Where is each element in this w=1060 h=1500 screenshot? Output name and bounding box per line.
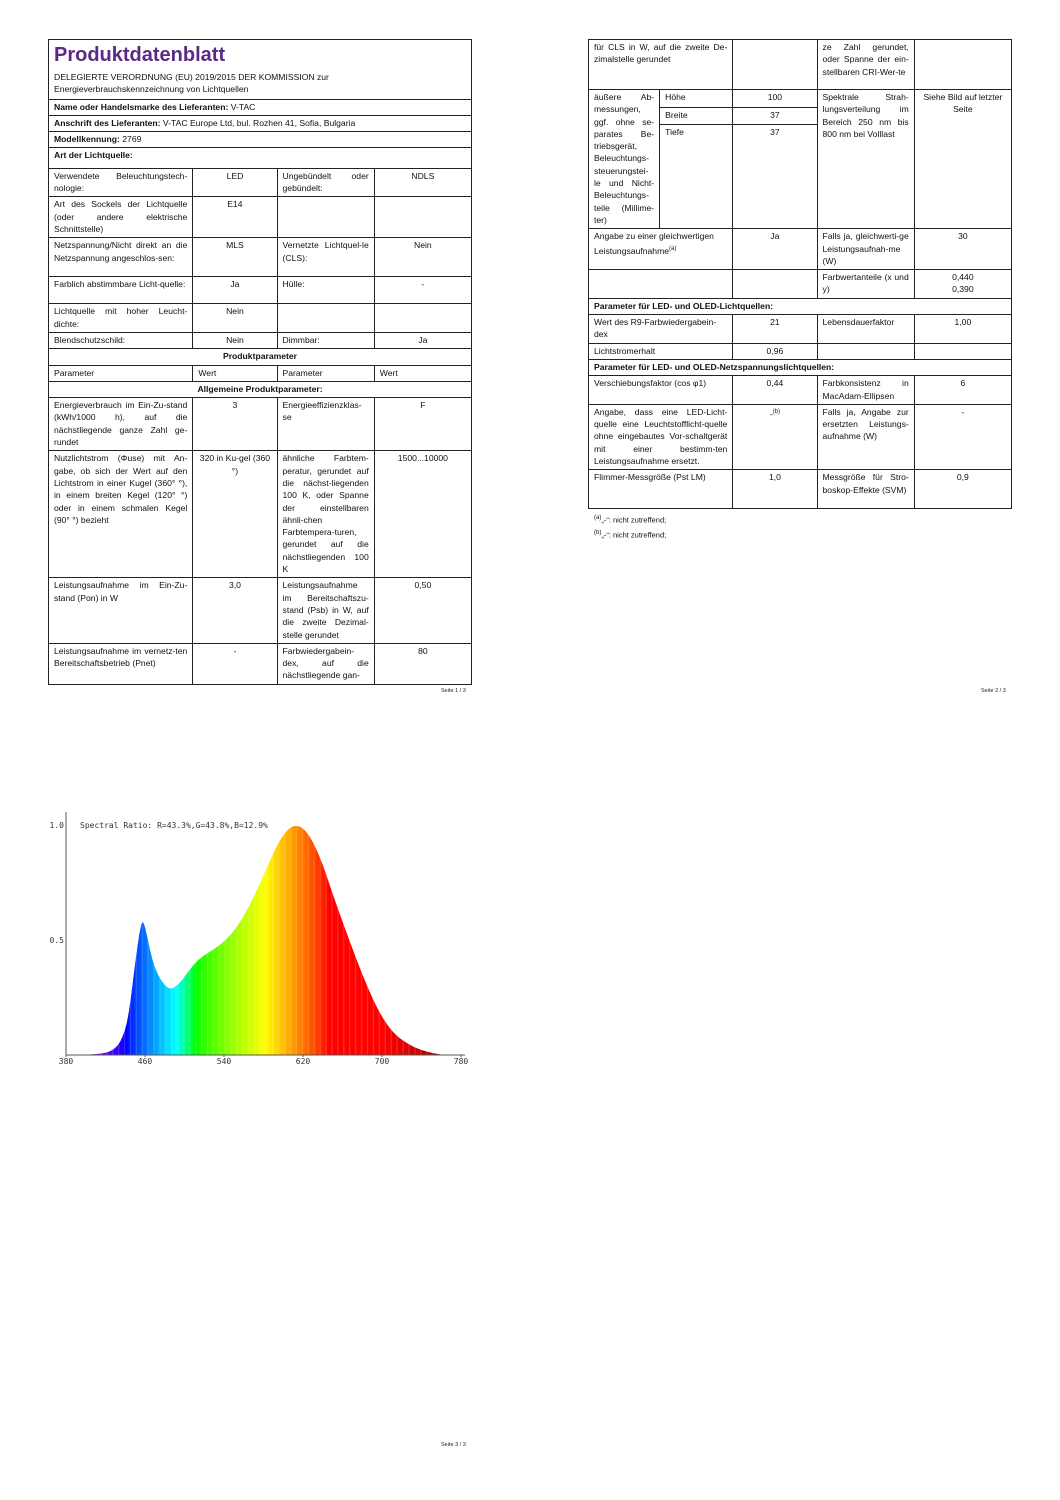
spectrum-band (435, 820, 438, 1055)
row-value-2: NDLS (374, 168, 471, 197)
spectrum-band (416, 820, 419, 1055)
row-label: Lichtquelle mit hoher Leucht-dichte: (49, 304, 193, 333)
row-value: 0,44 (733, 376, 817, 405)
spectrum-band (392, 820, 395, 1055)
row-label-2: Spektrale Strah-lungsverteilung im Bereich 250 nm bis 800 nm bei Volllast (817, 90, 914, 229)
row-value: 1,0 (733, 470, 817, 509)
param-label-2: Leistungsaufnahme im Bereitschaftszu-stand (Psb) in W, auf die zweite Dezimal-stelle gerundet (277, 578, 374, 643)
chromaticity-y: 0,390 (952, 284, 974, 295)
row-label-2 (277, 304, 374, 333)
spectrum-band (412, 820, 415, 1055)
row-value: LED (193, 168, 277, 197)
spectrum-band (109, 820, 112, 1055)
row-label: Verschiebungsfaktor (cos φ1) (589, 376, 733, 405)
row-label: Verwendete Beleuchtungstech-nologie: (49, 168, 193, 197)
spectrum-band (431, 820, 434, 1055)
row-label (589, 270, 733, 299)
row-value-2 (914, 343, 1011, 359)
chart-title: Spectral Ratio: R=43.3%,G=43.8%,B=12.9% (80, 821, 268, 830)
page-2 (588, 39, 1012, 541)
spectrum-band (394, 820, 397, 1055)
spectrum-band (102, 820, 105, 1055)
led-params-heading: Parameter für LED- und OLED-Lichtquellen: (589, 298, 1012, 314)
y-tick-label: 0.5 (49, 936, 64, 945)
row-value-2: - (914, 404, 1011, 469)
spectrum-band (78, 820, 81, 1055)
param-value-2: 1500...10000 (374, 451, 471, 578)
row-value-2: Ja (374, 332, 471, 348)
spectrum-band (429, 820, 432, 1055)
row-label-2: Farbkonsistenz in MacAdam-Ellipsen (817, 376, 914, 405)
spectrum-band (72, 820, 75, 1055)
spectrum-band (106, 820, 109, 1055)
param-label: Leistungsaufnahme im Ein-Zu-stand (Pon) in W (49, 578, 193, 643)
col-header-param-2: Parameter (277, 365, 374, 381)
param-value: 3 (193, 398, 277, 451)
row-label: Flimmer-Messgröße (Pst LM) (589, 470, 733, 509)
spectrum-band (119, 820, 122, 1055)
page-number-2: Seite 2 / 3 (981, 688, 1006, 694)
row-label-2: ze Zahl gerundet, oder Spanne der ein-stellbaren CRI-Wer-te (817, 40, 914, 90)
row-value: Ja (193, 277, 277, 304)
param-value: 3,0 (193, 578, 277, 643)
row-label-2: Falls ja, Angabe zur ersetzten Leistungs-aufnahme (W) (817, 404, 914, 469)
dimension-name: Breite (660, 107, 733, 125)
param-label: Energieverbrauch im Ein-Zu-stand (kWh/1000 h), auf die nächstliegende ganze Zahl ge-rundet (49, 398, 193, 451)
param-value-2: 80 (374, 643, 471, 684)
row-value: MLS (193, 238, 277, 277)
spectrum-band (88, 820, 91, 1055)
spectrum-band (76, 820, 79, 1055)
col-header-value: Wert (193, 365, 277, 381)
param-label: Nutzlichtstrom (Φuse) mit An-gabe, ob sich der Wert auf den Lichtstrom in einer Kugel (360° °), in einem breiten Kegel (120° °) oder in einem schmalen Kegel (90° °) bezieht (49, 451, 193, 578)
product-params-heading: Produktparameter (49, 349, 472, 365)
x-tick-label: 620 (295, 1057, 311, 1066)
spectrum-band (111, 820, 114, 1055)
model-label: Modellkennung: (54, 134, 120, 145)
row-label: Farblich abstimmbare Licht-quelle: (49, 277, 193, 304)
row-label-2: Farbwertanteile (x und y) (817, 270, 914, 299)
spectrum-band (455, 820, 458, 1055)
spectrum-band (104, 820, 107, 1055)
chromaticity-x: 0,440 (952, 272, 974, 283)
regulation-text: DELEGIERTE VERORDNUNG (EU) 2019/2015 DER KOMMISSION zur Energieverbrauchskennzeichnung von Lichtquellen (54, 72, 329, 95)
x-tick-label: 780 (453, 1057, 469, 1066)
param-value-2: 0,50 (374, 578, 471, 643)
param-label-2: Energieeffizienzklas-se (277, 398, 374, 451)
param-value-2: F (374, 398, 471, 451)
spectrum-band (418, 820, 421, 1055)
dimension-value: 100 (733, 90, 817, 108)
row-value-2 (914, 40, 1011, 90)
row-value: Nein (193, 332, 277, 348)
param-label-2: ähnliche Farbtem-peratur, gerundet auf die nächst-liegenden 100 K, oder Spanne der einstellbaren ähnli-chen Farbtempera-turen, gerundet auf die nächstliegenden 100 K (277, 451, 374, 578)
dimension-value: 37 (733, 125, 817, 229)
row-label: Blendschutzschild: (49, 332, 193, 348)
spectrum-band (423, 820, 426, 1055)
param-label: Leistungsaufnahme im vernetz-ten Bereitschaftsbetrieb (Pnet) (49, 643, 193, 684)
col-header-param: Parameter (49, 365, 193, 381)
spectrum-band (400, 820, 403, 1055)
row-label: Angabe, dass eine LED-Licht-quelle eine Leuchtstofflicht-quelle ohne eingebautes Vor-schaltgerät mit einer bestimm-ten Leistungsaufnahme ersetzt. (589, 404, 733, 469)
spectrum-band (457, 820, 460, 1055)
spectrum-band (123, 820, 126, 1055)
spectrum-band (90, 820, 93, 1055)
row-label: Angabe zu einer gleichwertigen Leistungsaufnahme (594, 231, 714, 256)
row-label-2: Hülle: (277, 277, 374, 304)
row-value: 21 (733, 315, 817, 344)
spectrum-band (100, 820, 103, 1055)
row-label-2: Dimmbar: (277, 332, 374, 348)
row-value-2: Siehe Bild auf letzter Seite (914, 90, 1011, 229)
spectrum-band (443, 820, 446, 1055)
row-value-2: Nein (374, 238, 471, 277)
dimension-value: 37 (733, 107, 817, 125)
spectrum-band (427, 820, 430, 1055)
type-heading: Art der Lichtquelle: (49, 148, 472, 168)
spectrum-band (74, 820, 77, 1055)
x-tick-label: 380 (58, 1057, 74, 1066)
spectrum-band (384, 820, 387, 1055)
row-value-2 (374, 304, 471, 333)
spectrum-band (98, 820, 101, 1055)
spectrum-band (445, 820, 448, 1055)
spectrum-band (451, 820, 454, 1055)
spectrum-band (406, 820, 409, 1055)
param-label-2: Farbwiedergabein-dex, auf die nächstliegende gan- (277, 643, 374, 684)
spectrum-band (439, 820, 442, 1055)
col-header-value-2: Wert (374, 365, 471, 381)
datasheet-table-2 (588, 39, 1012, 509)
datasheet-table-1 (48, 39, 472, 685)
row-label-2 (817, 343, 914, 359)
spectrum-band (453, 820, 456, 1055)
spectrum-band (449, 820, 452, 1055)
row-value-2: 30 (914, 229, 1011, 270)
spectrum-band (422, 820, 425, 1055)
spectrum-band (70, 820, 73, 1055)
spectrum-area (66, 820, 462, 1055)
row-value: - (769, 408, 773, 419)
spectrum-band (425, 820, 428, 1055)
y-tick-label: 1.0 (49, 821, 64, 830)
spectrum-band (398, 820, 401, 1055)
row-value-2: 0,9 (914, 470, 1011, 509)
row-label: Netzspannung/Nicht direkt an die Netzspannung angeschlos-sen: (49, 238, 193, 277)
page-number-3: Seite 3 / 3 (441, 1442, 466, 1448)
row-value: E14 (193, 197, 277, 238)
spectrum-band (414, 820, 417, 1055)
supplier-label: Name oder Handelsmarke des Lieferanten: (54, 101, 229, 112)
spectrum-band (68, 820, 71, 1055)
spectrum-band (80, 820, 83, 1055)
row-label-2: Vernetzte Lichtquel-le (CLS): (277, 238, 374, 277)
row-value-2: 1,00 (914, 315, 1011, 344)
row-value: Nein (193, 304, 277, 333)
spectrum-band (82, 820, 85, 1055)
spectrum-band (390, 820, 393, 1055)
spectrum-band (433, 820, 436, 1055)
row-label: Art des Sockels der Lichtquelle (oder andere elektrische Schnittstelle) (49, 197, 193, 238)
x-tick-label: 700 (374, 1057, 390, 1066)
spectrum-band (107, 820, 110, 1055)
spectrum-band (410, 820, 413, 1055)
row-label-2: Ungebündelt oder gebündelt: (277, 168, 374, 197)
spectrum-band (96, 820, 99, 1055)
row-value-2: - (374, 277, 471, 304)
row-label-2: Falls ja, gleichwerti-ge Leistungsaufnah-me (W) (817, 229, 914, 270)
row-value (733, 270, 817, 299)
spectrum-band (92, 820, 95, 1055)
spectrum-band (388, 820, 391, 1055)
row-value (733, 40, 817, 90)
footnote-ref-a: (a) (669, 245, 677, 252)
spectrum-band (459, 820, 462, 1055)
spectrum-band (386, 820, 389, 1055)
page-title: Produktdatenblatt (54, 44, 226, 66)
row-value-2 (374, 197, 471, 238)
spectrum-band (84, 820, 87, 1055)
param-value: - (193, 643, 277, 684)
general-params-heading: Allgemeine Produktparameter: (49, 381, 472, 397)
row-value: 0,96 (733, 343, 817, 359)
spectrum-band (437, 820, 440, 1055)
spectrum-band (408, 820, 411, 1055)
spectrum-band (121, 820, 124, 1055)
spectrum-band (94, 820, 97, 1055)
row-label-2 (277, 197, 374, 238)
spectrum-band (441, 820, 444, 1055)
spectrum-band (420, 820, 423, 1055)
supplier-value: V-TAC (230, 101, 256, 112)
dimensions-label: äußere Ab-messungen, ggf. ohne se-parates Be-triebsgerät, Beleuchtungs-steuerungstei-le und Nicht-Beleuchtungs-teile (Millime-ter) (589, 90, 660, 229)
address-label: Anschrift des Lieferanten: (54, 117, 161, 128)
x-tick-label: 460 (137, 1057, 153, 1066)
row-label-2: Messgröße für Stro-boskop-Effekte (SVM) (817, 470, 914, 509)
param-value: 320 in Ku-gel (360 °) (193, 451, 277, 578)
dimension-name: Tiefe (660, 125, 733, 229)
spectrum-band (115, 820, 118, 1055)
dimension-name: Höhe (660, 90, 733, 108)
footnote-b: $^{(b)}$„-“: nicht zutreffend; (594, 529, 667, 540)
spectrum-band (404, 820, 407, 1055)
row-label: Wert des R9-Farbwiedergabein-dex (589, 315, 733, 344)
x-tick-label: 540 (216, 1057, 232, 1066)
row-label: für CLS in W, auf die zweite De-zimalstelle gerundet (589, 40, 733, 90)
spectrum-band (86, 820, 89, 1055)
row-label: Lichtstromerhalt (589, 343, 733, 359)
spectrum-band (447, 820, 450, 1055)
spectrum-band (382, 820, 385, 1055)
spectrum-band (117, 820, 120, 1055)
spectral-chart (40, 800, 480, 1075)
page-number-1: Seite 1 / 3 (441, 688, 466, 694)
spectrum-band (113, 820, 116, 1055)
spectrum-band (396, 820, 399, 1055)
model-value: 2769 (122, 134, 142, 145)
spectrum-band (402, 820, 405, 1055)
page-1 (48, 39, 472, 685)
row-value: Ja (733, 229, 817, 270)
footnotes (588, 512, 1012, 541)
mains-params-heading: Parameter für LED- und OLED-Netzspannungslichtquellen: (589, 359, 1012, 375)
address-value: V-TAC Europe Ltd, bul. Rozhen 41, Sofia, Bulgaria (162, 117, 356, 128)
footnote-ref-b: (b) (772, 408, 781, 415)
footnote-a: $^{(a)}$„-“: nicht zutreffend; (594, 515, 667, 525)
row-label-2: Lebensdauerfaktor (817, 315, 914, 344)
row-value-2: 6 (914, 376, 1011, 405)
